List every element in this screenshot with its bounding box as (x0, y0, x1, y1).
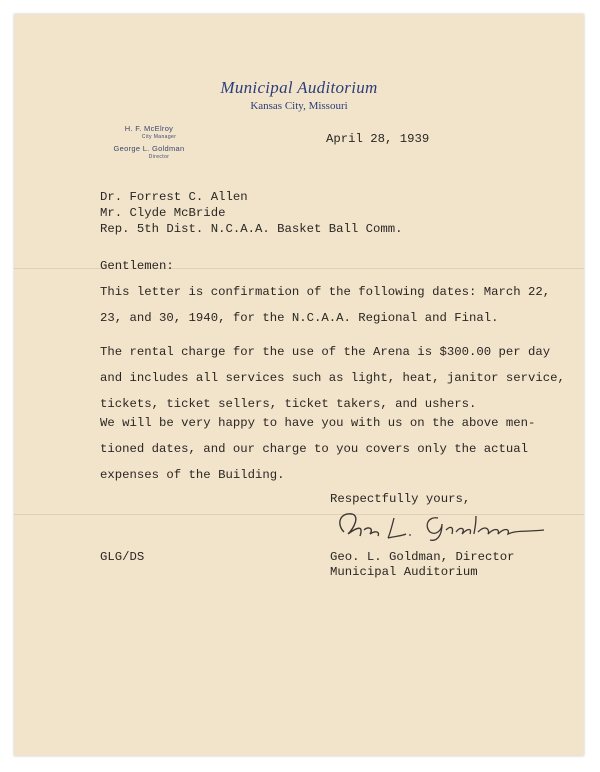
paragraph-dates (100, 279, 550, 331)
closing: Respectfully yours, (330, 492, 471, 506)
salutation: Gentlemen: (100, 259, 174, 273)
staff-title: Director (148, 154, 170, 160)
signature (330, 506, 550, 546)
paragraph-line: This letter is confirmation of the following dates: March 22, (100, 285, 551, 299)
recipient-line: Mr. Clyde McBride (100, 206, 226, 220)
paragraph-line: expenses of the Building. (100, 468, 285, 482)
paragraph-line: tickets, ticket sellers, ticket takers, and ushers. (100, 397, 477, 411)
paragraph-line: The rental charge for the use of the Arena is $300.00 per day (100, 345, 551, 359)
recipient-line: Rep. 5th Dist. N.C.A.A. Basket Ball Comm. (100, 222, 403, 236)
staff-name: H. F. McElroy (124, 124, 174, 133)
paragraph-closing (100, 410, 535, 488)
paragraph-line: tioned dates, and our charge to you covers only the actual (100, 442, 529, 456)
recipient-line: Dr. Forrest C. Allen (100, 190, 248, 204)
paragraph-line: We will be very happy to have you with us on the above men- (100, 416, 536, 430)
paragraph-line: 23, and 30, 1940, for the N.C.A.A. Regional and Final. (100, 311, 499, 325)
staff-name: George L. Goldman (113, 144, 185, 153)
letter-date: April 28, 1939 (326, 132, 430, 146)
letterhead-location: Kansas City, Missouri (250, 100, 348, 112)
staff-title: City Manager (141, 134, 177, 140)
staff-director (94, 144, 204, 160)
signer-organization: Municipal Auditorium (330, 565, 478, 579)
signer-name: Geo. L. Goldman, Director (330, 550, 515, 564)
paragraph-rental (100, 339, 565, 417)
typist-initials: GLG/DS (100, 550, 145, 564)
letter-page (14, 14, 584, 756)
paragraph-line: and includes all services such as light, heat, janitor service, (100, 371, 565, 385)
letterhead-title: Municipal Auditorium (220, 78, 378, 97)
staff-city-manager (94, 124, 204, 140)
